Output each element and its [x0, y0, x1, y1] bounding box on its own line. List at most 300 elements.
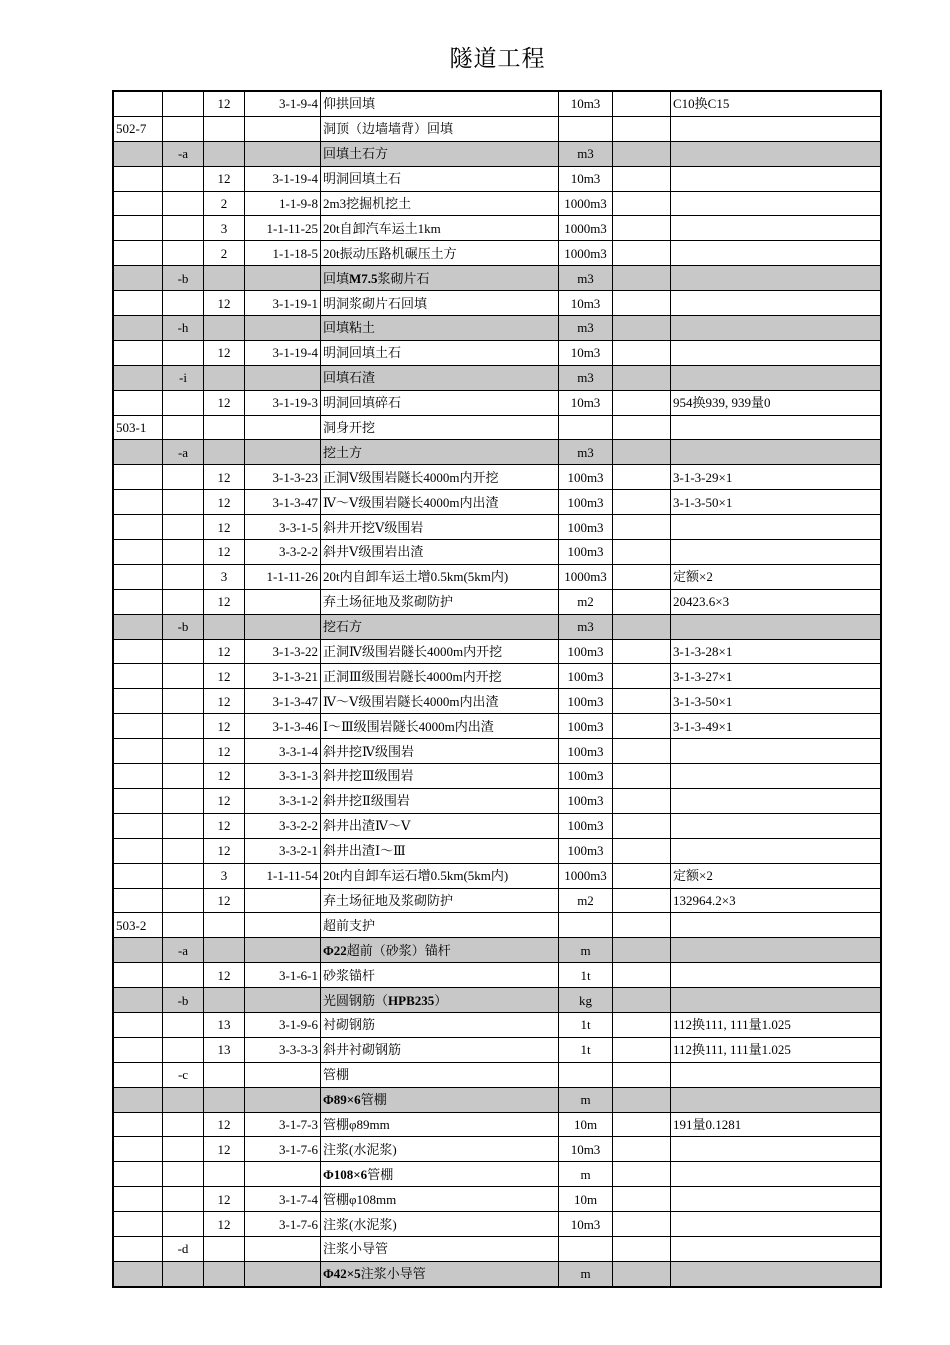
- section-code-cell: [113, 1261, 163, 1286]
- remark-cell: [671, 291, 882, 316]
- unit-cell: 1t: [559, 1012, 613, 1037]
- section-code-cell: [113, 1162, 163, 1187]
- table-row: [113, 216, 881, 241]
- section-code-cell: [113, 1087, 163, 1112]
- quantity-cell: [613, 291, 671, 316]
- item-code-cell: -c: [163, 1062, 204, 1087]
- type-cell: [204, 316, 245, 341]
- section-code-cell: [113, 1012, 163, 1037]
- type-cell: [204, 614, 245, 639]
- quantity-cell: [613, 141, 671, 166]
- section-code-cell: [113, 340, 163, 365]
- quota-code-cell: [245, 266, 321, 291]
- quantity-cell: [613, 788, 671, 813]
- quantity-cell: [613, 589, 671, 614]
- description-cell: 明洞回填土石: [321, 340, 559, 365]
- type-cell: [204, 938, 245, 963]
- quantity-cell: [613, 490, 671, 515]
- type-cell: 12: [204, 1187, 245, 1212]
- unit-cell: 10m3: [559, 91, 613, 116]
- unit-cell: 1000m3: [559, 564, 613, 589]
- table-row: [113, 316, 881, 341]
- description-cell: 斜井挖Ⅱ级围岩: [321, 788, 559, 813]
- remark-cell: [671, 1212, 882, 1237]
- section-code-cell: [113, 216, 163, 241]
- unit-cell: 10m: [559, 1187, 613, 1212]
- description-part: Φ22: [323, 942, 347, 958]
- unit-cell: 10m3: [559, 166, 613, 191]
- item-code-cell: -a: [163, 141, 204, 166]
- quota-code-cell: 3-1-3-21: [245, 664, 321, 689]
- quota-code-cell: 3-1-3-23: [245, 465, 321, 490]
- remark-cell: [671, 340, 882, 365]
- item-code-cell: [163, 166, 204, 191]
- table-row: [113, 1162, 881, 1187]
- unit-cell: m3: [559, 141, 613, 166]
- type-cell: 12: [204, 788, 245, 813]
- unit-cell: 100m3: [559, 714, 613, 739]
- table-row: [113, 1236, 881, 1261]
- quantity-cell: [613, 216, 671, 241]
- section-code-cell: [113, 863, 163, 888]
- quota-code-cell: 3-1-3-47: [245, 490, 321, 515]
- type-cell: 12: [204, 291, 245, 316]
- type-cell: 12: [204, 91, 245, 116]
- remark-cell: [671, 739, 882, 764]
- remark-cell: [671, 266, 882, 291]
- unit-cell: 100m3: [559, 664, 613, 689]
- remark-cell: [671, 813, 882, 838]
- table-row: [113, 1261, 881, 1286]
- quantity-cell: [613, 1062, 671, 1087]
- quantity-cell: [613, 515, 671, 540]
- description-cell: 斜井出渣Ⅳ～Ⅴ: [321, 813, 559, 838]
- remark-cell: [671, 316, 882, 341]
- type-cell: 12: [204, 1112, 245, 1137]
- remark-cell: C10换C15: [671, 91, 882, 116]
- table-row: [113, 1062, 881, 1087]
- description-cell: [321, 1162, 559, 1187]
- table-row: [113, 540, 881, 565]
- remark-cell: 3-1-3-50×1: [671, 490, 882, 515]
- table-row: [113, 788, 881, 813]
- quota-code-cell: 3-1-9-6: [245, 1012, 321, 1037]
- type-cell: [204, 365, 245, 390]
- section-code-cell: [113, 614, 163, 639]
- unit-cell: m: [559, 1162, 613, 1187]
- table-row: [113, 1112, 881, 1137]
- description-cell: [321, 938, 559, 963]
- table-row: [113, 465, 881, 490]
- section-code-cell: [113, 266, 163, 291]
- item-code-cell: [163, 813, 204, 838]
- quantity-cell: [613, 1236, 671, 1261]
- description-cell: 斜井Ⅴ级围岩出渣: [321, 540, 559, 565]
- description-cell: 管棚: [321, 1062, 559, 1087]
- description-part: 注浆小导管: [360, 1266, 426, 1282]
- description-cell: 注浆小导管: [321, 1236, 559, 1261]
- unit-cell: 100m3: [559, 739, 613, 764]
- description-cell: [321, 1261, 559, 1286]
- description-cell: 砂浆锚杆: [321, 963, 559, 988]
- remark-cell: 3-1-3-50×1: [671, 689, 882, 714]
- remark-cell: 954换939, 939量0: [671, 390, 882, 415]
- remark-cell: 191量0.1281: [671, 1112, 882, 1137]
- quantity-cell: [613, 1261, 671, 1286]
- unit-cell: 10m: [559, 1112, 613, 1137]
- description-part: Φ89×6: [323, 1092, 361, 1108]
- type-cell: 12: [204, 838, 245, 863]
- item-code-cell: [163, 589, 204, 614]
- type-cell: [204, 440, 245, 465]
- section-code-cell: [113, 291, 163, 316]
- type-cell: [204, 1162, 245, 1187]
- item-code-cell: [163, 788, 204, 813]
- type-cell: 12: [204, 465, 245, 490]
- section-code-cell: [113, 465, 163, 490]
- quota-code-cell: 3-3-2-1: [245, 838, 321, 863]
- type-cell: 2: [204, 191, 245, 216]
- unit-cell: 100m3: [559, 465, 613, 490]
- quantity-cell: [613, 1012, 671, 1037]
- section-code-cell: [113, 1236, 163, 1261]
- type-cell: 12: [204, 515, 245, 540]
- quota-code-cell: 3-1-19-3: [245, 390, 321, 415]
- item-code-cell: [163, 415, 204, 440]
- description-cell: [321, 988, 559, 1013]
- quota-code-cell: 1-1-11-25: [245, 216, 321, 241]
- table-row: [113, 614, 881, 639]
- item-code-cell: [163, 216, 204, 241]
- table-row: [113, 166, 881, 191]
- quota-code-cell: 3-1-7-6: [245, 1212, 321, 1237]
- quantity-cell: [613, 963, 671, 988]
- table-row: [113, 813, 881, 838]
- quota-code-cell: [245, 1062, 321, 1087]
- item-code-cell: -b: [163, 614, 204, 639]
- quota-code-cell: [245, 1087, 321, 1112]
- table-row: [113, 91, 881, 116]
- remark-cell: [671, 141, 882, 166]
- description-cell: 管棚φ108mm: [321, 1187, 559, 1212]
- item-code-cell: -b: [163, 988, 204, 1013]
- remark-cell: 20423.6×3: [671, 589, 882, 614]
- table-row: [113, 664, 881, 689]
- description-cell: 回填粘土: [321, 316, 559, 341]
- remark-cell: [671, 540, 882, 565]
- quota-code-cell: [245, 1162, 321, 1187]
- section-code-cell: [113, 91, 163, 116]
- type-cell: 12: [204, 1137, 245, 1162]
- description-cell: Ⅳ～Ⅴ级围岩隧长4000m内出渣: [321, 689, 559, 714]
- description-cell: 正洞Ⅲ级围岩隧长4000m内开挖: [321, 664, 559, 689]
- quota-code-cell: 3-3-1-3: [245, 764, 321, 789]
- quantity-cell: [613, 913, 671, 938]
- type-cell: 12: [204, 813, 245, 838]
- section-code-cell: [113, 241, 163, 266]
- item-code-cell: [163, 963, 204, 988]
- section-code-cell: [113, 564, 163, 589]
- quota-code-cell: [245, 141, 321, 166]
- description-cell: 洞身开挖: [321, 415, 559, 440]
- description-cell: 明洞回填土石: [321, 166, 559, 191]
- unit-cell: 100m3: [559, 764, 613, 789]
- unit-cell: m2: [559, 589, 613, 614]
- quota-code-cell: [245, 316, 321, 341]
- unit-cell: 100m3: [559, 490, 613, 515]
- table-row: [113, 440, 881, 465]
- type-cell: 12: [204, 689, 245, 714]
- unit-cell: [559, 116, 613, 141]
- item-code-cell: [163, 888, 204, 913]
- item-code-cell: [163, 764, 204, 789]
- unit-cell: 1t: [559, 963, 613, 988]
- description-cell: 衬砌钢筋: [321, 1012, 559, 1037]
- quantity-cell: [613, 116, 671, 141]
- description-cell: 仰拱回填: [321, 91, 559, 116]
- quantity-cell: [613, 938, 671, 963]
- type-cell: [204, 1087, 245, 1112]
- quota-code-cell: [245, 888, 321, 913]
- table-row: [113, 838, 881, 863]
- item-code-cell: -d: [163, 1236, 204, 1261]
- quota-code-cell: 3-3-2-2: [245, 540, 321, 565]
- section-code-cell: [113, 365, 163, 390]
- quantity-cell: [613, 1087, 671, 1112]
- quota-code-cell: 3-1-9-4: [245, 91, 321, 116]
- item-code-cell: [163, 1187, 204, 1212]
- remark-cell: [671, 116, 882, 141]
- section-code-cell: [113, 788, 163, 813]
- quantity-cell: [613, 1037, 671, 1062]
- remark-cell: [671, 440, 882, 465]
- remark-cell: 定额×2: [671, 564, 882, 589]
- type-cell: [204, 913, 245, 938]
- item-code-cell: [163, 1112, 204, 1137]
- item-code-cell: [163, 639, 204, 664]
- type-cell: [204, 988, 245, 1013]
- quantity-cell: [613, 863, 671, 888]
- item-code-cell: [163, 241, 204, 266]
- page-title: 隧道工程: [449, 46, 546, 72]
- item-code-cell: [163, 838, 204, 863]
- quantity-cell: [613, 988, 671, 1013]
- quantity-cell: [613, 764, 671, 789]
- table-row: [113, 639, 881, 664]
- unit-cell: [559, 1062, 613, 1087]
- table-row: [113, 589, 881, 614]
- quota-code-cell: [245, 440, 321, 465]
- description-part: 超前（砂浆）锚杆: [346, 942, 451, 958]
- unit-cell: m3: [559, 365, 613, 390]
- item-code-cell: [163, 291, 204, 316]
- quantity-cell: [613, 465, 671, 490]
- unit-cell: 1000m3: [559, 863, 613, 888]
- remark-cell: [671, 1137, 882, 1162]
- remark-cell: [671, 913, 882, 938]
- type-cell: [204, 116, 245, 141]
- table-row: [113, 764, 881, 789]
- section-code-cell: [113, 490, 163, 515]
- type-cell: 3: [204, 564, 245, 589]
- description-part: 管棚: [367, 1166, 394, 1182]
- table-row: [113, 1087, 881, 1112]
- description-part: ）: [434, 992, 448, 1008]
- quantity-cell: [613, 639, 671, 664]
- quantity-cell: [613, 440, 671, 465]
- description-cell: 挖石方: [321, 614, 559, 639]
- quantity-cell: [613, 888, 671, 913]
- unit-cell: 100m3: [559, 540, 613, 565]
- item-code-cell: [163, 739, 204, 764]
- quota-code-cell: [245, 589, 321, 614]
- description-part: Φ42×5: [323, 1266, 361, 1282]
- item-code-cell: -h: [163, 316, 204, 341]
- remark-cell: [671, 1087, 882, 1112]
- quota-code-cell: 3-3-3-3: [245, 1037, 321, 1062]
- unit-cell: 1000m3: [559, 191, 613, 216]
- description-part: M7.5: [349, 270, 378, 286]
- quota-code-cell: 3-3-1-5: [245, 515, 321, 540]
- remark-cell: [671, 191, 882, 216]
- section-code-cell: [113, 316, 163, 341]
- section-code-cell: [113, 1212, 163, 1237]
- remark-cell: [671, 241, 882, 266]
- quota-code-cell: 1-1-11-26: [245, 564, 321, 589]
- item-code-cell: [163, 1087, 204, 1112]
- type-cell: 13: [204, 1037, 245, 1062]
- table-row: [113, 291, 881, 316]
- unit-cell: 1000m3: [559, 216, 613, 241]
- section-code-cell: [113, 1137, 163, 1162]
- table-row: [113, 938, 881, 963]
- section-code-cell: [113, 739, 163, 764]
- quota-code-cell: [245, 988, 321, 1013]
- quota-code-cell: [245, 938, 321, 963]
- remark-cell: [671, 166, 882, 191]
- description-cell: 弃土场征地及浆砌防护: [321, 888, 559, 913]
- type-cell: [204, 266, 245, 291]
- table-row: [113, 515, 881, 540]
- type-cell: [204, 415, 245, 440]
- section-code-cell: [113, 390, 163, 415]
- description-part: 浆砌片石: [377, 270, 430, 286]
- description-cell: 20t内自卸车运石增0.5km(5km内): [321, 863, 559, 888]
- type-cell: 12: [204, 390, 245, 415]
- quota-code-cell: 3-3-1-4: [245, 739, 321, 764]
- remark-cell: [671, 1162, 882, 1187]
- type-cell: 2: [204, 241, 245, 266]
- quantity-cell: [613, 540, 671, 565]
- description-part: Φ108×6: [323, 1166, 368, 1182]
- quantity-cell: [613, 1187, 671, 1212]
- remark-cell: [671, 1187, 882, 1212]
- type-cell: 12: [204, 1212, 245, 1237]
- item-code-cell: [163, 1162, 204, 1187]
- remark-cell: [671, 614, 882, 639]
- unit-cell: 10m3: [559, 1137, 613, 1162]
- table-row: [113, 415, 881, 440]
- quota-code-cell: 1-1-11-54: [245, 863, 321, 888]
- remark-cell: [671, 415, 882, 440]
- section-code-cell: [113, 764, 163, 789]
- table-row: [113, 1212, 881, 1237]
- type-cell: 12: [204, 166, 245, 191]
- quantity-cell: [613, 316, 671, 341]
- unit-cell: 1000m3: [559, 241, 613, 266]
- description-cell: 洞顶（边墙墙背）回填: [321, 116, 559, 141]
- quota-code-cell: 1-1-9-8: [245, 191, 321, 216]
- table-row: [113, 1012, 881, 1037]
- item-code-cell: [163, 116, 204, 141]
- unit-cell: 10m3: [559, 1212, 613, 1237]
- type-cell: 12: [204, 963, 245, 988]
- unit-cell: m3: [559, 614, 613, 639]
- description-cell: 斜井挖Ⅲ级围岩: [321, 764, 559, 789]
- quota-code-cell: 3-1-19-4: [245, 166, 321, 191]
- unit-cell: m2: [559, 888, 613, 913]
- section-code-cell: [113, 1112, 163, 1137]
- table-row: [113, 241, 881, 266]
- description-cell: 超前支护: [321, 913, 559, 938]
- unit-cell: 10m3: [559, 340, 613, 365]
- quota-code-cell: 3-1-7-6: [245, 1137, 321, 1162]
- type-cell: 12: [204, 540, 245, 565]
- description-cell: 挖土方: [321, 440, 559, 465]
- quantity-cell: [613, 564, 671, 589]
- unit-cell: [559, 913, 613, 938]
- section-code-cell: 503-2: [113, 913, 163, 938]
- table-row: [113, 714, 881, 739]
- type-cell: 12: [204, 589, 245, 614]
- quota-code-cell: 3-1-7-4: [245, 1187, 321, 1212]
- quota-code-cell: [245, 1236, 321, 1261]
- table-row: [113, 739, 881, 764]
- table-row: [113, 863, 881, 888]
- quantity-cell: [613, 813, 671, 838]
- item-code-cell: [163, 91, 204, 116]
- section-code-cell: [113, 988, 163, 1013]
- type-cell: 12: [204, 664, 245, 689]
- description-part: HPB235: [388, 992, 435, 1008]
- remark-cell: 3-1-3-27×1: [671, 664, 882, 689]
- section-code-cell: [113, 166, 163, 191]
- unit-cell: 100m3: [559, 788, 613, 813]
- item-code-cell: [163, 689, 204, 714]
- unit-cell: m3: [559, 266, 613, 291]
- quantity-cell: [613, 415, 671, 440]
- quota-code-cell: [245, 116, 321, 141]
- quota-code-cell: [245, 913, 321, 938]
- section-code-cell: [113, 141, 163, 166]
- description-part: 回填: [323, 270, 350, 286]
- quantity-cell: [613, 838, 671, 863]
- type-cell: 12: [204, 764, 245, 789]
- quantity-cell: [613, 1162, 671, 1187]
- quantity-cell: [613, 1112, 671, 1137]
- table-row: [113, 1187, 881, 1212]
- unit-cell: 1t: [559, 1037, 613, 1062]
- section-code-cell: [113, 191, 163, 216]
- description-cell: [321, 1087, 559, 1112]
- section-code-cell: [113, 838, 163, 863]
- unit-cell: kg: [559, 988, 613, 1013]
- quantity-cell: [613, 166, 671, 191]
- quantity-cell: [613, 714, 671, 739]
- unit-cell: m3: [559, 316, 613, 341]
- section-code-cell: [113, 689, 163, 714]
- description-cell: 正洞Ⅴ级围岩隧长4000m内开挖: [321, 465, 559, 490]
